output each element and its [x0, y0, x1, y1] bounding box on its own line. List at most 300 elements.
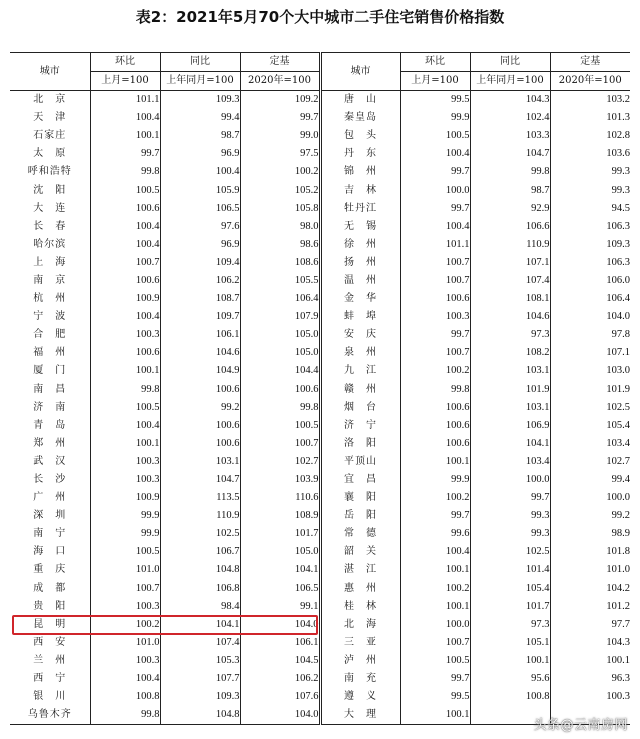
right-yoy-cell: 95.6	[470, 670, 550, 688]
right-yoy-cell: 97.3	[470, 616, 550, 634]
left-yoy-cell: 104.8	[160, 561, 240, 579]
left-mom-cell: 99.9	[90, 507, 160, 525]
table-row	[10, 580, 630, 598]
right-mom-cell: 100.7	[400, 254, 470, 272]
left-fixed-cell: 104.4	[240, 362, 320, 380]
right-mom-cell: 101.1	[400, 236, 470, 254]
left-mom-cell: 99.9	[90, 525, 160, 543]
left-yoy-cell: 100.4	[160, 163, 240, 181]
right-yoy-cell: 105.1	[470, 634, 550, 652]
right-yoy-cell: 107.4	[470, 272, 550, 290]
right-fixed-cell: 104.2	[550, 580, 630, 598]
left-mom-cell: 100.8	[90, 688, 160, 706]
left-mom-base: 上月=100	[90, 72, 160, 91]
right-city-header: 城市	[320, 53, 400, 91]
left-mom-cell: 100.4	[90, 218, 160, 236]
left-fixed-cell: 103.9	[240, 471, 320, 489]
left-city-cell: 长 春	[33, 220, 67, 232]
right-city-cell: 九 江	[320, 362, 400, 380]
left-mom-cell: 100.7	[90, 580, 160, 598]
left-city-cell: 哈尔滨	[33, 238, 67, 250]
right-fixed-base: 2020年=100	[550, 72, 630, 91]
left-fixed-cell: 104.5	[240, 652, 320, 670]
table-row	[10, 254, 630, 272]
left-city-cell: 南 宁	[33, 528, 67, 540]
left-mom-cell: 99.7	[90, 145, 160, 163]
right-mom-cell: 100.7	[400, 634, 470, 652]
left-mom-cell: 100.9	[90, 290, 160, 308]
right-mom-cell: 99.7	[400, 507, 470, 525]
left-city-cell: 南 昌	[33, 383, 67, 395]
left-city-cell: 广 州	[33, 492, 67, 504]
left-mom-cell: 100.1	[90, 362, 160, 380]
right-city-cell: 宜 昌	[320, 471, 400, 489]
right-yoy-cell: 99.3	[470, 507, 550, 525]
left-yoy-cell: 104.6	[160, 344, 240, 362]
right-city-cell: 韶 关	[320, 543, 400, 561]
right-fixed-cell: 100.3	[550, 688, 630, 706]
right-mom-cell: 100.7	[400, 344, 470, 362]
left-mom-cell: 100.4	[90, 109, 160, 127]
left-yoy-cell: 102.5	[160, 525, 240, 543]
left-fixed-cell: 105.0	[240, 344, 320, 362]
left-yoy-cell: 109.4	[160, 254, 240, 272]
table-row	[10, 688, 630, 706]
right-city-cell: 丹 东	[320, 145, 400, 163]
right-mom-cell: 99.7	[400, 200, 470, 218]
right-city-cell: 包 头	[320, 127, 400, 145]
right-mom-cell: 99.7	[400, 326, 470, 344]
left-fixed-cell: 100.2	[240, 163, 320, 181]
right-mom-cell: 100.1	[400, 453, 470, 471]
left-city-cell: 呼和浩特	[27, 166, 72, 178]
right-city-cell: 南 充	[320, 670, 400, 688]
left-fixed-cell: 106.4	[240, 290, 320, 308]
right-mom-cell: 100.5	[400, 127, 470, 145]
left-fixed-cell: 98.0	[240, 218, 320, 236]
table-row	[10, 417, 630, 435]
table-row	[10, 561, 630, 579]
left-yoy-cell: 97.6	[160, 218, 240, 236]
table-row	[10, 670, 630, 688]
right-yoy-cell: 104.7	[470, 145, 550, 163]
left-city-cell: 杭 州	[33, 293, 67, 305]
left-mom-cell: 100.5	[90, 399, 160, 417]
left-yoy-cell: 104.1	[160, 616, 240, 634]
right-fixed-cell: 101.3	[550, 109, 630, 127]
table-row	[10, 471, 630, 489]
left-yoy-cell: 103.1	[160, 453, 240, 471]
table-row	[10, 507, 630, 525]
left-yoy-cell: 104.9	[160, 362, 240, 380]
right-yoy-cell: 99.7	[470, 489, 550, 507]
right-city-cell: 秦皇岛	[320, 109, 400, 127]
right-city-cell: 三 亚	[320, 634, 400, 652]
left-mom-cell: 100.9	[90, 489, 160, 507]
right-city-cell: 无 锡	[320, 218, 400, 236]
right-yoy-cell: 103.3	[470, 127, 550, 145]
left-fixed-cell: 102.7	[240, 453, 320, 471]
right-city-cell: 北 海	[320, 616, 400, 634]
right-mom-cell: 99.5	[400, 91, 470, 110]
right-yoy-cell: 101.7	[470, 598, 550, 616]
left-mom-cell: 100.4	[90, 236, 160, 254]
right-yoy-cell: 107.1	[470, 254, 550, 272]
left-city-cell: 厦 门	[33, 365, 67, 377]
right-fixed-cell: 100.0	[550, 489, 630, 507]
left-city-cell: 天 津	[33, 112, 67, 124]
right-mom-cell: 100.1	[400, 561, 470, 579]
left-city-header: 城市	[10, 53, 90, 91]
left-fixed-cell: 100.5	[240, 417, 320, 435]
right-yoy-cell: 106.9	[470, 417, 550, 435]
right-city-cell: 温 州	[320, 272, 400, 290]
left-city-cell: 济 南	[33, 401, 67, 413]
table-row	[10, 453, 630, 471]
right-fixed-cell: 104.0	[550, 308, 630, 326]
left-yoy-cell: 107.4	[160, 634, 240, 652]
right-yoy-cell: 108.2	[470, 344, 550, 362]
right-fixed-cell: 103.0	[550, 362, 630, 380]
left-fixed-cell: 104.0	[240, 706, 320, 725]
left-city-cell: 武 汉	[33, 455, 67, 467]
left-fixed-cell: 99.0	[240, 127, 320, 145]
right-mom-cell: 100.2	[400, 580, 470, 598]
left-fixed-cell: 99.7	[240, 109, 320, 127]
right-city-cell: 安 庆	[320, 326, 400, 344]
left-mom-cell: 100.6	[90, 200, 160, 218]
right-fixed-header: 定基	[550, 53, 630, 72]
left-yoy-cell: 106.8	[160, 580, 240, 598]
right-fixed-cell: 103.2	[550, 91, 630, 110]
table-row	[10, 381, 630, 399]
left-city-cell: 福 州	[33, 347, 67, 359]
left-mom-cell: 100.3	[90, 453, 160, 471]
right-fixed-cell: 105.4	[550, 417, 630, 435]
right-yoy-cell: 99.3	[470, 525, 550, 543]
right-city-cell: 泸 州	[320, 652, 400, 670]
left-fixed-cell: 99.1	[240, 598, 320, 616]
right-yoy-cell: 103.4	[470, 453, 550, 471]
right-mom-cell: 99.7	[400, 670, 470, 688]
left-city-cell: 郑 州	[33, 437, 67, 449]
right-city-cell: 吉 林	[320, 181, 400, 199]
left-fixed-cell: 106.5	[240, 580, 320, 598]
right-yoy-cell: 101.9	[470, 381, 550, 399]
right-fixed-cell: 107.1	[550, 344, 630, 362]
right-city-cell: 常 德	[320, 525, 400, 543]
right-fixed-cell: 97.7	[550, 616, 630, 634]
right-fixed-cell: 98.9	[550, 525, 630, 543]
right-mom-cell: 100.0	[400, 616, 470, 634]
right-yoy-cell: 101.4	[470, 561, 550, 579]
table-row	[10, 218, 630, 236]
table-row	[10, 290, 630, 308]
right-fixed-cell: 97.8	[550, 326, 630, 344]
left-mom-cell: 100.4	[90, 417, 160, 435]
left-city-cell: 银 川	[33, 691, 67, 703]
left-yoy-cell: 107.7	[160, 670, 240, 688]
left-yoy-cell: 110.9	[160, 507, 240, 525]
left-yoy-cell: 106.1	[160, 326, 240, 344]
left-yoy-cell: 109.7	[160, 308, 240, 326]
table-row	[10, 91, 630, 110]
left-fixed-cell: 100.6	[240, 381, 320, 399]
table-row	[10, 598, 630, 616]
left-fixed-cell: 110.6	[240, 489, 320, 507]
left-mom-cell: 99.8	[90, 163, 160, 181]
left-fixed-cell: 105.5	[240, 272, 320, 290]
left-city-cell: 兰 州	[33, 654, 67, 666]
right-fixed-cell: 101.0	[550, 561, 630, 579]
right-fixed-cell: 102.7	[550, 453, 630, 471]
right-fixed-cell: 103.6	[550, 145, 630, 163]
left-city-cell: 宁 波	[33, 311, 67, 323]
right-mom-cell: 100.7	[400, 272, 470, 290]
left-yoy-cell: 104.8	[160, 706, 240, 725]
right-fixed-cell: 94.5	[550, 200, 630, 218]
right-yoy-cell: 104.1	[470, 435, 550, 453]
right-fixed-cell: 96.3	[550, 670, 630, 688]
left-mom-cell: 100.3	[90, 326, 160, 344]
left-mom-cell: 100.6	[90, 272, 160, 290]
right-mom-cell: 100.6	[400, 435, 470, 453]
left-fixed-cell: 106.2	[240, 670, 320, 688]
right-city-cell: 锦 州	[320, 163, 400, 181]
right-city-cell: 平顶山	[320, 453, 400, 471]
left-fixed-cell: 104.1	[240, 561, 320, 579]
left-mom-cell: 99.8	[90, 706, 160, 725]
left-fixed-cell: 105.8	[240, 200, 320, 218]
left-city-cell: 深 圳	[33, 510, 67, 522]
left-yoy-cell: 109.3	[160, 688, 240, 706]
right-city-cell: 金 华	[320, 290, 400, 308]
left-yoy-cell: 108.7	[160, 290, 240, 308]
left-city-cell: 西 宁	[33, 673, 67, 685]
left-fixed-cell: 100.7	[240, 435, 320, 453]
left-fixed-cell: 97.5	[240, 145, 320, 163]
left-fixed-cell: 99.8	[240, 399, 320, 417]
left-fixed-cell: 108.6	[240, 254, 320, 272]
left-fixed-cell: 101.7	[240, 525, 320, 543]
header-row-1	[10, 53, 630, 72]
left-mom-cell: 101.0	[90, 561, 160, 579]
right-city-cell: 洛 阳	[320, 435, 400, 453]
table-row	[10, 435, 630, 453]
right-fixed-cell: 101.8	[550, 543, 630, 561]
left-yoy-cell: 113.5	[160, 489, 240, 507]
right-fixed-cell: 99.3	[550, 163, 630, 181]
right-fixed-cell: 101.9	[550, 381, 630, 399]
left-yoy-cell: 100.6	[160, 381, 240, 399]
right-yoy-cell: 102.4	[470, 109, 550, 127]
right-mom-cell: 100.0	[400, 181, 470, 199]
right-mom-header: 环比	[400, 53, 470, 72]
right-mom-cell: 100.6	[400, 417, 470, 435]
right-mom-cell: 99.8	[400, 381, 470, 399]
right-yoy-cell: 106.6	[470, 218, 550, 236]
right-mom-cell: 99.6	[400, 525, 470, 543]
table-row	[10, 489, 630, 507]
right-city-cell: 济 宁	[320, 417, 400, 435]
left-yoy-cell: 106.7	[160, 543, 240, 561]
left-mom-cell: 100.4	[90, 308, 160, 326]
right-mom-cell: 100.6	[400, 290, 470, 308]
right-yoy-cell: 92.9	[470, 200, 550, 218]
right-city-cell: 惠 州	[320, 580, 400, 598]
left-city-cell: 大 连	[33, 202, 67, 214]
left-yoy-cell: 96.9	[160, 236, 240, 254]
left-city-cell: 昆 明	[33, 618, 67, 630]
table-row	[10, 145, 630, 163]
table-row	[10, 344, 630, 362]
right-fixed-cell: 102.8	[550, 127, 630, 145]
left-mom-cell: 100.6	[90, 344, 160, 362]
table-row	[10, 362, 630, 380]
table-row	[10, 109, 630, 127]
left-yoy-cell: 98.4	[160, 598, 240, 616]
left-fixed-cell: 98.6	[240, 236, 320, 254]
right-mom-cell: 100.1	[400, 706, 470, 725]
right-fixed-cell: 100.1	[550, 652, 630, 670]
table-row	[10, 308, 630, 326]
left-yoy-base: 上年同月=100	[160, 72, 240, 91]
left-mom-cell: 100.5	[90, 543, 160, 561]
highlight-box	[12, 615, 318, 635]
left-mom-cell: 100.1	[90, 435, 160, 453]
right-yoy-cell: 108.1	[470, 290, 550, 308]
left-fixed-cell: 104.0	[240, 616, 320, 634]
left-mom-cell: 100.4	[90, 670, 160, 688]
right-mom-cell: 99.5	[400, 688, 470, 706]
left-mom-cell: 100.3	[90, 598, 160, 616]
right-city-cell: 牡丹江	[320, 200, 400, 218]
right-fixed-cell: 103.4	[550, 435, 630, 453]
left-mom-cell: 100.5	[90, 181, 160, 199]
right-mom-cell: 100.2	[400, 362, 470, 380]
watermark: 头条@云南房网	[533, 718, 628, 733]
left-fixed-cell: 105.2	[240, 181, 320, 199]
right-city-cell: 遵 义	[320, 688, 400, 706]
left-mom-cell: 100.1	[90, 127, 160, 145]
left-yoy-cell: 109.3	[160, 91, 240, 110]
left-city-cell: 海 口	[33, 546, 67, 558]
left-yoy-cell: 106.5	[160, 200, 240, 218]
left-city-cell: 长 沙	[33, 474, 67, 486]
left-fixed-cell: 106.1	[240, 634, 320, 652]
left-yoy-cell: 96.9	[160, 145, 240, 163]
left-city-cell: 乌鲁木齐	[10, 706, 90, 725]
left-city-cell: 贵 阳	[33, 600, 67, 612]
right-fixed-cell: 106.0	[550, 272, 630, 290]
left-fixed-cell: 109.2	[240, 91, 320, 110]
right-yoy-cell: 104.3	[470, 91, 550, 110]
right-yoy-cell: 104.6	[470, 308, 550, 326]
left-yoy-header: 同比	[160, 53, 240, 72]
left-city-cell: 沈 阳	[33, 184, 67, 196]
right-mom-cell: 99.7	[400, 163, 470, 181]
left-fixed-header: 定基	[240, 53, 320, 72]
right-fixed-cell: 104.3	[550, 634, 630, 652]
right-fixed-cell: 99.2	[550, 507, 630, 525]
left-yoy-cell: 100.6	[160, 435, 240, 453]
right-city-cell: 湛 江	[320, 561, 400, 579]
left-mom-cell: 100.2	[90, 616, 160, 634]
right-city-cell: 赣 州	[320, 381, 400, 399]
left-city-cell: 重 庆	[33, 564, 67, 576]
right-yoy-cell: 98.7	[470, 181, 550, 199]
right-yoy-cell: 97.3	[470, 326, 550, 344]
right-mom-cell: 100.4	[400, 218, 470, 236]
right-fixed-cell: 99.4	[550, 471, 630, 489]
right-fixed-cell: 101.2	[550, 598, 630, 616]
right-mom-cell: 99.9	[400, 471, 470, 489]
left-yoy-cell: 104.7	[160, 471, 240, 489]
table-row	[10, 127, 630, 145]
right-yoy-cell: 110.9	[470, 236, 550, 254]
right-fixed-cell: 106.3	[550, 218, 630, 236]
left-mom-cell: 100.7	[90, 254, 160, 272]
right-city-cell: 蚌 埠	[320, 308, 400, 326]
right-yoy-cell: 102.5	[470, 543, 550, 561]
right-city-cell: 襄 阳	[320, 489, 400, 507]
right-mom-cell: 100.3	[400, 308, 470, 326]
left-city-cell: 青 岛	[33, 419, 67, 431]
left-city-cell: 西 安	[33, 636, 67, 648]
right-yoy-base: 上年同月=100	[470, 72, 550, 91]
right-fixed-cell: 109.3	[550, 236, 630, 254]
right-city-cell: 桂 林	[320, 598, 400, 616]
left-city-cell: 太 原	[33, 148, 67, 160]
table-row	[10, 399, 630, 417]
table-row	[10, 543, 630, 561]
right-yoy-header: 同比	[470, 53, 550, 72]
right-mom-cell: 100.5	[400, 652, 470, 670]
right-city-cell: 大 理	[320, 706, 400, 725]
right-fixed-cell: 99.3	[550, 181, 630, 199]
table-row	[10, 200, 630, 218]
right-fixed-cell: 106.3	[550, 254, 630, 272]
right-city-cell: 扬 州	[320, 254, 400, 272]
right-city-cell: 烟 台	[320, 399, 400, 417]
right-fixed-cell: 102.5	[550, 399, 630, 417]
left-fixed-cell: 105.0	[240, 326, 320, 344]
right-mom-cell: 100.6	[400, 399, 470, 417]
right-mom-cell: 99.9	[400, 109, 470, 127]
left-yoy-cell: 100.6	[160, 417, 240, 435]
right-city-cell: 泉 州	[320, 344, 400, 362]
left-yoy-cell: 105.3	[160, 652, 240, 670]
left-mom-cell: 100.3	[90, 471, 160, 489]
table-row	[10, 272, 630, 290]
right-yoy-cell: 100.0	[470, 471, 550, 489]
left-mom-header: 环比	[90, 53, 160, 72]
left-yoy-cell: 98.7	[160, 127, 240, 145]
right-yoy-cell: 100.1	[470, 652, 550, 670]
table-row	[10, 652, 630, 670]
table-row	[10, 326, 630, 344]
left-mom-cell: 101.0	[90, 634, 160, 652]
right-yoy-cell: 105.4	[470, 580, 550, 598]
right-city-cell: 岳 阳	[320, 507, 400, 525]
left-city-cell: 成 都	[33, 582, 67, 594]
right-mom-cell: 100.4	[400, 145, 470, 163]
table-row	[10, 525, 630, 543]
right-city-cell: 徐 州	[320, 236, 400, 254]
left-yoy-cell: 99.2	[160, 399, 240, 417]
left-fixed-cell: 107.6	[240, 688, 320, 706]
table-row	[10, 634, 630, 652]
